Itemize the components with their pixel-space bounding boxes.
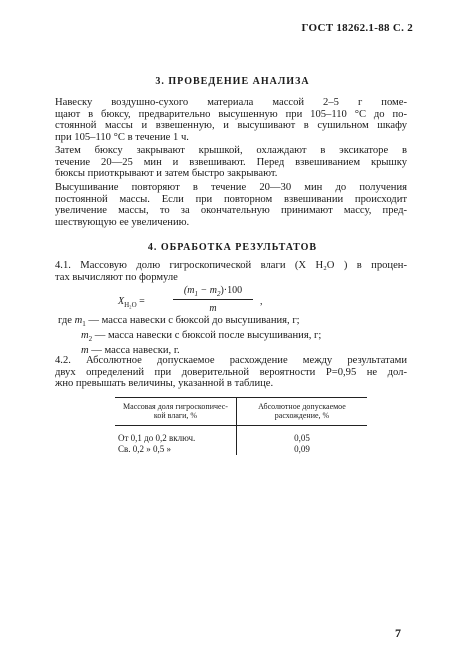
- text-line: тах вычисляют по формуле: [55, 271, 178, 283]
- table-row: [115, 426, 367, 445]
- table-cell-value: 0,09: [294, 444, 310, 454]
- text-line: щают в бюксу, предварительно высушенную при 105–110 °С до по-: [55, 108, 407, 120]
- text-line: Навеску воздушно-сухого материала массой 2–5 г поме-: [55, 97, 407, 108]
- section-3-paragraph-1: [55, 97, 407, 143]
- formula-numerator: $(m_1 - m_2)\cdot 100$: [183, 285, 243, 298]
- section-4-paragraph-1: [55, 260, 407, 283]
- formula-comma: ,: [260, 296, 263, 307]
- table-header-tolerance: Абсолютное допускаемое расхождение, %: [237, 398, 368, 426]
- text-line: увеличение массы, то за окончательную принимают массу, пред-: [55, 205, 407, 216]
- document-header: ГОСТ 18262.1-88 С. 2: [301, 22, 413, 34]
- text-line: Высушивание повторяют в течение 20—30 мин до получения: [55, 182, 407, 193]
- section-3-paragraph-3: [55, 182, 407, 228]
- table-cell-range: От 0,1 до 0,2 включ.: [115, 426, 237, 445]
- text-line: постоянной массы. Если при повторном взвешивании происходит: [55, 193, 407, 205]
- text-line: 4.2. Абсолютное допускаемое расхождение между результатами: [55, 355, 407, 366]
- text-line: шествующую ее увеличению.: [55, 216, 190, 228]
- definition-m: m — масса навески, г.: [81, 345, 180, 357]
- formula-definitions: [58, 315, 321, 357]
- section-3-paragraph-2: [55, 145, 407, 180]
- tolerance-table: [115, 397, 367, 455]
- text-line: течение 20—25 мин и взвешивают. Перед взвешиванием крышку: [55, 156, 407, 168]
- fraction-bar: [173, 299, 253, 300]
- definition-m1: где $m_1$ — масса навески с бюксой до высушивания, г;: [58, 315, 300, 329]
- page-number: 7: [395, 626, 401, 640]
- formula-lhs: $X_{H_2O}$ =: [118, 296, 145, 309]
- text-line: стоянной массы и взвешенную, и высушивают в сушильном шкафу: [55, 120, 407, 131]
- table-header-row: [115, 398, 367, 426]
- text-line: жно превышать величины, указанной в таблице.: [55, 378, 274, 389]
- text-line: Затем бюксу закрывают крышкой, охлаждают в эксикаторе в: [55, 145, 407, 156]
- formula-denominator: m: [209, 303, 217, 314]
- definition-m2: $m_2$ — масса навески с бюксой после высушивания, г;: [81, 330, 322, 344]
- text-line: бюксы приоткрывают и затем быстро закрывают.: [55, 168, 278, 179]
- table-row: [115, 444, 367, 455]
- table-cell-value: 0,05: [294, 433, 310, 443]
- text-line: 4.1. Массовую долю гигроскопической влаги (X H₂O ) в процен-: [55, 260, 407, 271]
- text-line: двух определений при доверительной вероятности P=0,95 не дол-: [55, 366, 407, 378]
- text-line: при 105–110 °С в течение 1 ч.: [55, 131, 189, 143]
- moisture-formula: [118, 285, 308, 319]
- section-4-title: 4. ОБРАБОТКА РЕЗУЛЬТАТОВ: [147, 242, 318, 253]
- table-cell-range: Св. 0,2 » 0,5 »: [115, 444, 237, 455]
- section-3-title: 3. ПРОВЕДЕНИЕ АНАЛИЗА: [155, 76, 310, 87]
- section-4-paragraph-2: [55, 355, 407, 390]
- table-header-mass-fraction: Массовая доля гигроскопичес- кой влаги, %: [115, 398, 237, 426]
